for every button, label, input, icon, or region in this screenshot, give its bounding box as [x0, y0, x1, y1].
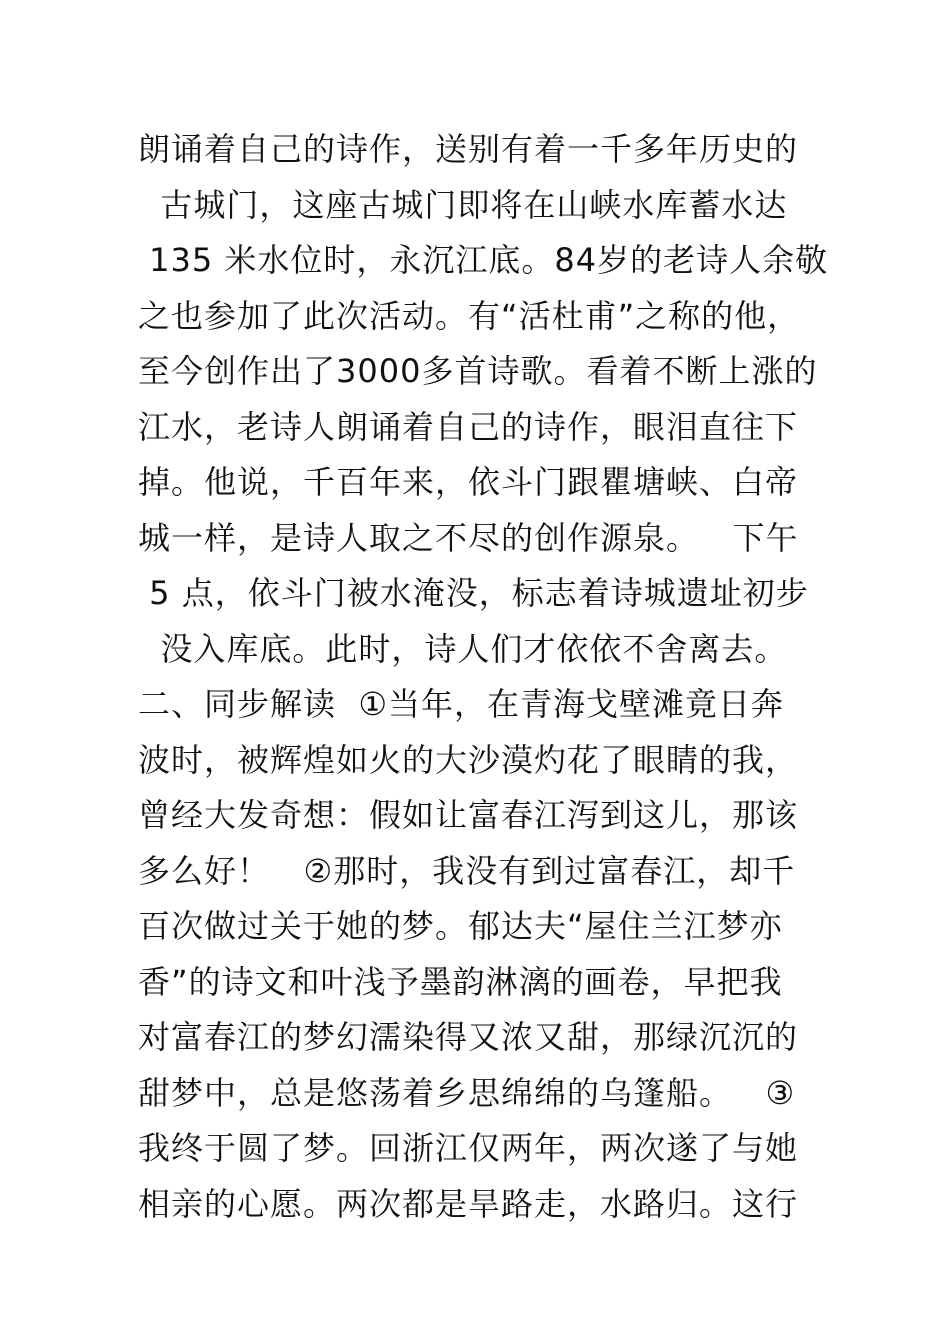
text-line: 波时，被辉煌如火的大沙漠灼花了眼睛的我，	[138, 740, 799, 779]
text-line: 对富春江的梦幻濡染得又浓又甜，那绿沉沉的	[138, 1018, 799, 1056]
text-line: 朗诵着自己的诗作，送别有着一千多年历史的	[138, 130, 799, 168]
text-line: 香”的诗文和叶浅予墨韵淋漓的画卷，早把我	[138, 962, 783, 1001]
text-line: 百次做过关于她的梦。郁达夫“屋住兰江梦亦	[138, 907, 783, 945]
text-line: 没入库底。此时，诗人们才依依不舍离去。	[138, 629, 788, 668]
text-line: 甜梦中，总是悠荡着乡思绵绵的乌篷船。 ③	[138, 1073, 796, 1112]
body-text	[138, 122, 828, 1232]
text-line: 城一样，是诗人取之不尽的创作源泉。 下午	[138, 518, 799, 557]
section-heading-line: 二、同步解读 ①当年，在青海戈壁滩竟日奔	[138, 685, 785, 723]
text-line: 掉。他说，千百年来，依斗门跟瞿塘峡、白帝	[138, 463, 799, 501]
text-line: 我终于圆了梦。回浙江仅两年，两次遂了与她	[138, 1129, 799, 1167]
text-line: 多么好！ ②那时，我没有到过富春江，却千	[138, 851, 796, 890]
text-line: 相亲的心愿。两次都是旱路走，水路归。这行	[138, 1184, 799, 1223]
text-line: 曾经大发奇想：假如让富春江泻到这儿，那该	[138, 796, 799, 834]
text-line: 江水，老诗人朗诵着自己的诗作，眼泪直往下	[138, 407, 799, 446]
text-line: 之也参加了此次活动。有“活杜甫”之称的他，	[138, 296, 801, 335]
text-line: 至今创作出了3000多首诗歌。看着不断上涨的	[138, 352, 818, 390]
text-line: 古城门，这座古城门即将在山峡水库蓄水达	[138, 185, 788, 224]
text-line: 5 点，依斗门被水淹没，标志着诗城遗址初步	[138, 574, 809, 612]
text-line: 135 米水位时，永沉江底。84岁的老诗人余敬	[138, 241, 829, 279]
